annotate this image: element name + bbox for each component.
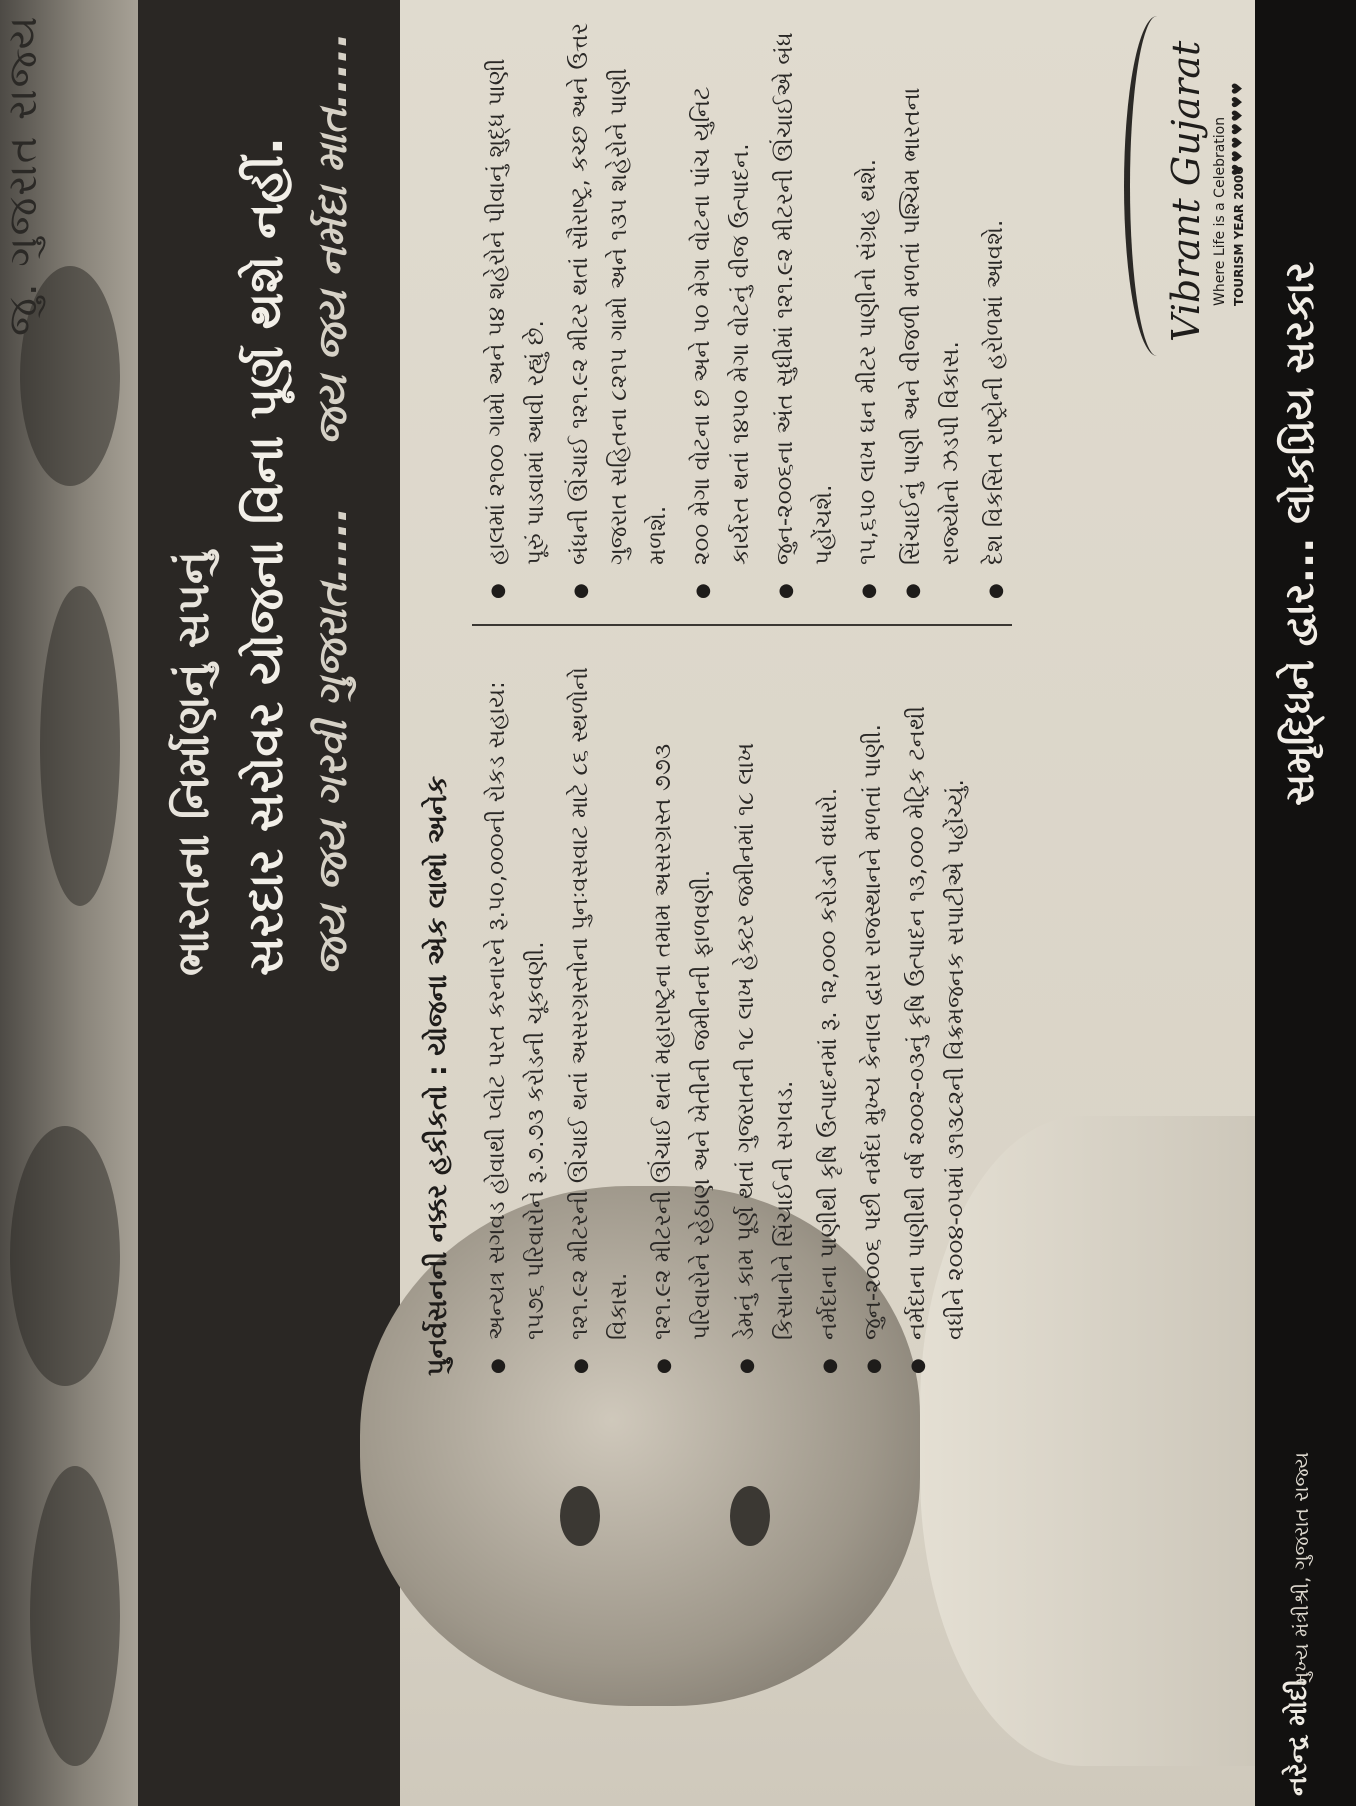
headline-banner <box>138 0 400 1806</box>
logo-name: Vibrant Gujarat <box>1164 40 1208 342</box>
list-item: ● દેશ વિકસિત રાષ્ટ્રોની હરોળમાં આવશે. <box>976 21 1015 601</box>
list-item: ● ૧૨૧.૯૨ મીટરની ઊંચાઈ થતાં અસરગ્રસ્તોના પુનઃવસવાટ માટે ૮૬ સ્થળોનો વિકાસ. <box>561 656 639 1376</box>
list-item: ● અન્યત્ર સગવડ હોવાથી પ્લોટ પરત કરનારને રૂ.૫૦,૦૦૦ની રોકડ સહાય: ૧૫૭૬ પરિવારોને રૂ.૭.૭૩ કરોડની ચૂકવણી. <box>478 656 556 1376</box>
list-item: ● ડેમનું કામ પૂર્ણ થતાં ગુજરાતની ૧૮ લાખ હેક્ટર જમીનમાં ૧૮ લાખ કિસાનોને સિંચાઈની સગવડ. <box>727 656 805 1376</box>
list-item: ● ૨૦૦ મેગા વોટના છ અને ૫૦ મેગા વોટના પાંચ યુનિટ કાર્યરત થતાં ૧૪૫૦ મેગા વોટનું વીજ ઉત્પાદન. <box>683 21 761 601</box>
minister-name: નરેન્દ્ર મોદી <box>1283 1678 1313 1796</box>
photo-strip-caption: જુ. ગુજરાત રાજ્ય <box>0 14 46 336</box>
list-item: ● બંધની ઊંચાઈ ૧૨૧.૯૨ મીટર થતાં સૌરાષ્ટ્ર, કચ્છ અને ઉત્તર ગુજરાત સહિતના ૮૨૧૫ ગામો અને ૧૩૫ શહેરોને પાણી મળશે. <box>561 21 678 601</box>
list-item: ● જુન-૨૦૦૬ પછી નર્મદા મુખ્ય કેનાલ દ્વારા રાજસ્થાનને મળતાં પાણી. <box>854 656 893 1376</box>
footer-slogan: સમૃદ્ધિને દ્વાર... લોકપ્રિય સરકાર <box>1277 261 1323 806</box>
left-facts-list <box>478 656 981 1376</box>
list-item: ● જુન-૨૦૦૬ના અંત સુધીમાં ૧૨૧.૯૨ મીટરની ઊંચાઈએ બંધ પહોંચશે. <box>766 21 844 601</box>
vibrant-gujarat-logo <box>1120 6 1260 366</box>
hearts-icon: ♥♥♥♥♥♥♥ <box>1230 81 1246 176</box>
slogan-narmada: જય જય નર્મદા માત..... <box>310 32 356 446</box>
slogan-gujarat: જય જય ગરવી ગુજરાત..... <box>310 506 356 976</box>
list-item: ● નર્મદાના પાણીથી વર્ષ ૨૦૦૨-૦૩નું કૃષિ ઉત્પાદન ૧૩,૦૦૦ મેટ્રિક ટનથી વધીને ૨૦૦૪-૦૫માં ૩૧૩૮૨ની વિક્રમજનક સપાટીએ પહોંચ્યું. <box>898 656 976 1376</box>
minister-role: મુખ્ય મંત્રીશ્રી, ગુજરાત રાજ્ય <box>1289 1452 1313 1686</box>
footer-bar <box>1255 0 1356 1806</box>
list-item: ● સિંચાઈનું પાણી અને વીજળી મળતાં પશ્ચિમ ભારતના રાજ્યોનો ઝડપી વિકાસ. <box>893 21 971 601</box>
list-item: ● ૧૨૧.૯૨ મીટરની ઊંચાઈ થતાં મહારાષ્ટ્રના તમામ અસરગ્રસ્ત ૭૭૩ પરિવારોને રહેઠાણ અને ખેતીની જમીનની ફાળવણી. <box>644 656 722 1376</box>
column-divider <box>472 624 1012 626</box>
facts-heading: પુનર્વસનની નક્કર હકીકતો : યોજના એક લાભો અનેક <box>422 775 453 1376</box>
headline-line-2: સરદાર સરોવર યોજના વિના પૂર્ણ થશે નહીં. <box>238 137 294 976</box>
facts-section <box>400 0 1255 1806</box>
logo-tagline: Where Life is a Celebration <box>1212 116 1228 306</box>
list-item: ● ૧૫,૬૫૦ લાખ ઘન મીટર પાણીનો સંગ્રહ થશે. <box>849 21 888 601</box>
logo-year: TOURISM YEAR 2006 <box>1232 166 1246 306</box>
list-item: ● હાલમાં ૨૧૦૦ ગામો અને ૫૪ શહેરોને પીવાનું શુદ્ધ પાણી પૂરું પાડવામાં આવી રહ્યું છે. <box>478 21 556 601</box>
top-photo-strip <box>0 0 138 1806</box>
list-item: ● નર્મદાના પાણીથી કૃષિ ઉત્પાદનમાં રૂ. ૧૨,૦૦૦ કરોડનો વધારો. <box>810 656 849 1376</box>
headline-line-1: ભારતના નિર્માણનું સપનું <box>168 551 219 976</box>
right-facts-list <box>478 21 1020 601</box>
